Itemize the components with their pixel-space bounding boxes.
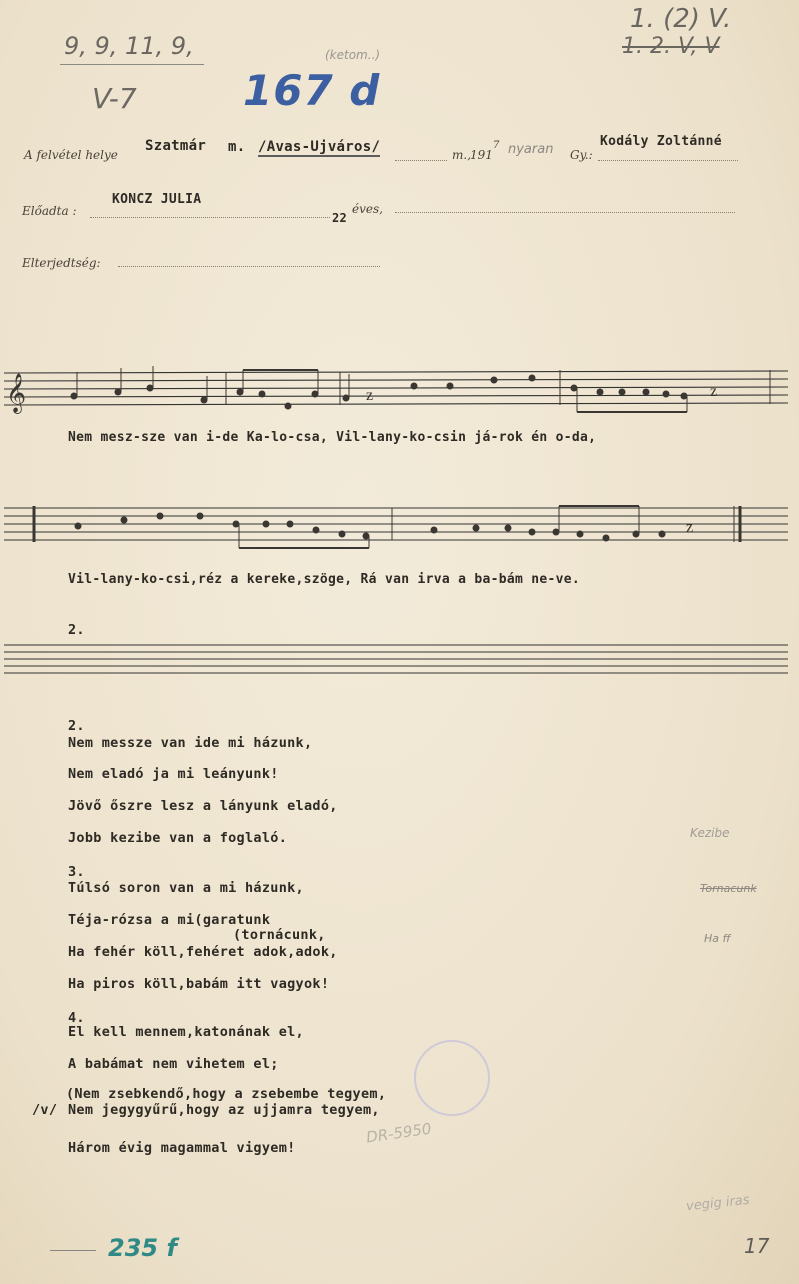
performer-label: Előadta :: [22, 204, 77, 218]
verse-4-line-1: El kell mennem,katonának el,: [68, 1024, 304, 1040]
collector-value: Kodály Zoltánné: [600, 134, 722, 149]
verse-4-line-4: Nem jegygyűrű,hogy az ujjamra tegyem,: [68, 1102, 380, 1118]
verse-3-line-2: Téja-rózsa a mi(garatunk: [68, 912, 271, 928]
margin-note-1: Kezibe: [690, 826, 730, 840]
spread-label: Elterjedtség:: [22, 256, 101, 270]
verse-4-line-3: (Nem zsebkendő,hogy a zsebembe tegyem,: [66, 1086, 387, 1102]
top-right-ref-1: 1. (2) V.: [630, 4, 732, 34]
svg-text:𝄞: 𝄞: [6, 373, 27, 413]
place-label: A felvétel helye: [24, 148, 118, 162]
age-value: 22: [332, 211, 348, 225]
archive-stamp-text: DR-5950: [365, 1119, 433, 1147]
bottom-catalog-number: 235 f: [108, 1234, 177, 1262]
top-right-ref-2: 1. 2. V, V: [622, 34, 720, 59]
catalog-number: 167 d: [243, 66, 381, 115]
roman-reference: V-7: [92, 82, 137, 115]
archive-stamp: [414, 1040, 490, 1116]
ref-numbers-note: 9, 9, 11, 9,: [60, 32, 204, 65]
verse-2-line-2: Nem eladó ja mi leányunk!: [68, 766, 279, 782]
county-suffix: m.: [228, 139, 246, 155]
lyrics-line-2: Vil-lany-ko-csi,réz a kereke,szöge, Rá van irva a ba-bám ne-ve.: [68, 572, 580, 587]
margin-note-3: Ha ff: [704, 932, 731, 945]
town-value: /Avas-Ujváros/: [258, 139, 381, 155]
staff-3: [4, 645, 788, 673]
lyrics-line-1: Nem mesz-sze van i-de Ka-lo-csa, Vil-lany-ko-csin já-rok én o-da,: [68, 430, 597, 445]
verse-3-line-2-alt: (tornácunk,: [233, 927, 326, 943]
collector-label: Gy.:: [570, 148, 593, 162]
county-abbrev: m.,: [452, 148, 472, 162]
month-note: nyaran: [508, 142, 554, 157]
staff-1: [4, 371, 788, 405]
svg-text:z: z: [710, 383, 718, 400]
verse-2-line-4: Jobb kezibe van a foglaló.: [68, 830, 288, 846]
verse-4-repeat-mark: /v/: [32, 1102, 58, 1118]
verse-2-line-3: Jövő őszre lesz a lányunk eladó,: [68, 798, 338, 814]
year-label: 191: [470, 148, 493, 162]
verse-2-number: 2.: [68, 718, 85, 734]
page-number: 17: [744, 1234, 770, 1258]
svg-text:z: z: [686, 519, 694, 536]
performer-value: KONCZ JULIA: [112, 192, 202, 207]
bottom-dash: [50, 1250, 96, 1251]
age-label: éves,: [352, 202, 383, 216]
year-digit: 7: [493, 140, 500, 151]
pencil-top-note: (ketom..): [325, 48, 381, 62]
staff-2: [4, 508, 788, 540]
staff-1-marks: [6, 366, 770, 414]
verse-4-line-2: A babámat nem vihetem el;: [68, 1056, 279, 1072]
staff-2-marks: [34, 506, 740, 548]
verse-4-number: 4.: [68, 1010, 85, 1026]
verse-3-line-1: Túlsó soron van a mi házunk,: [68, 880, 304, 896]
svg-text:z: z: [366, 387, 374, 404]
stanza-marker: 2.: [68, 622, 85, 638]
verse-3-line-3: Ha fehér köll,fehéret adok,adok,: [68, 944, 338, 960]
margin-note-2: Tornacunk: [700, 882, 757, 895]
bottom-right-note: vegig iras: [685, 1192, 751, 1215]
verse-3-line-4: Ha piros köll,babám itt vagyok!: [68, 976, 330, 992]
verse-3-number: 3.: [68, 864, 85, 880]
verse-4-line-5: Három évig magammal vigyem!: [68, 1140, 296, 1156]
verse-2-line-1: Nem messze van ide mi házunk,: [68, 735, 313, 751]
place-value: Szatmár: [145, 138, 207, 154]
